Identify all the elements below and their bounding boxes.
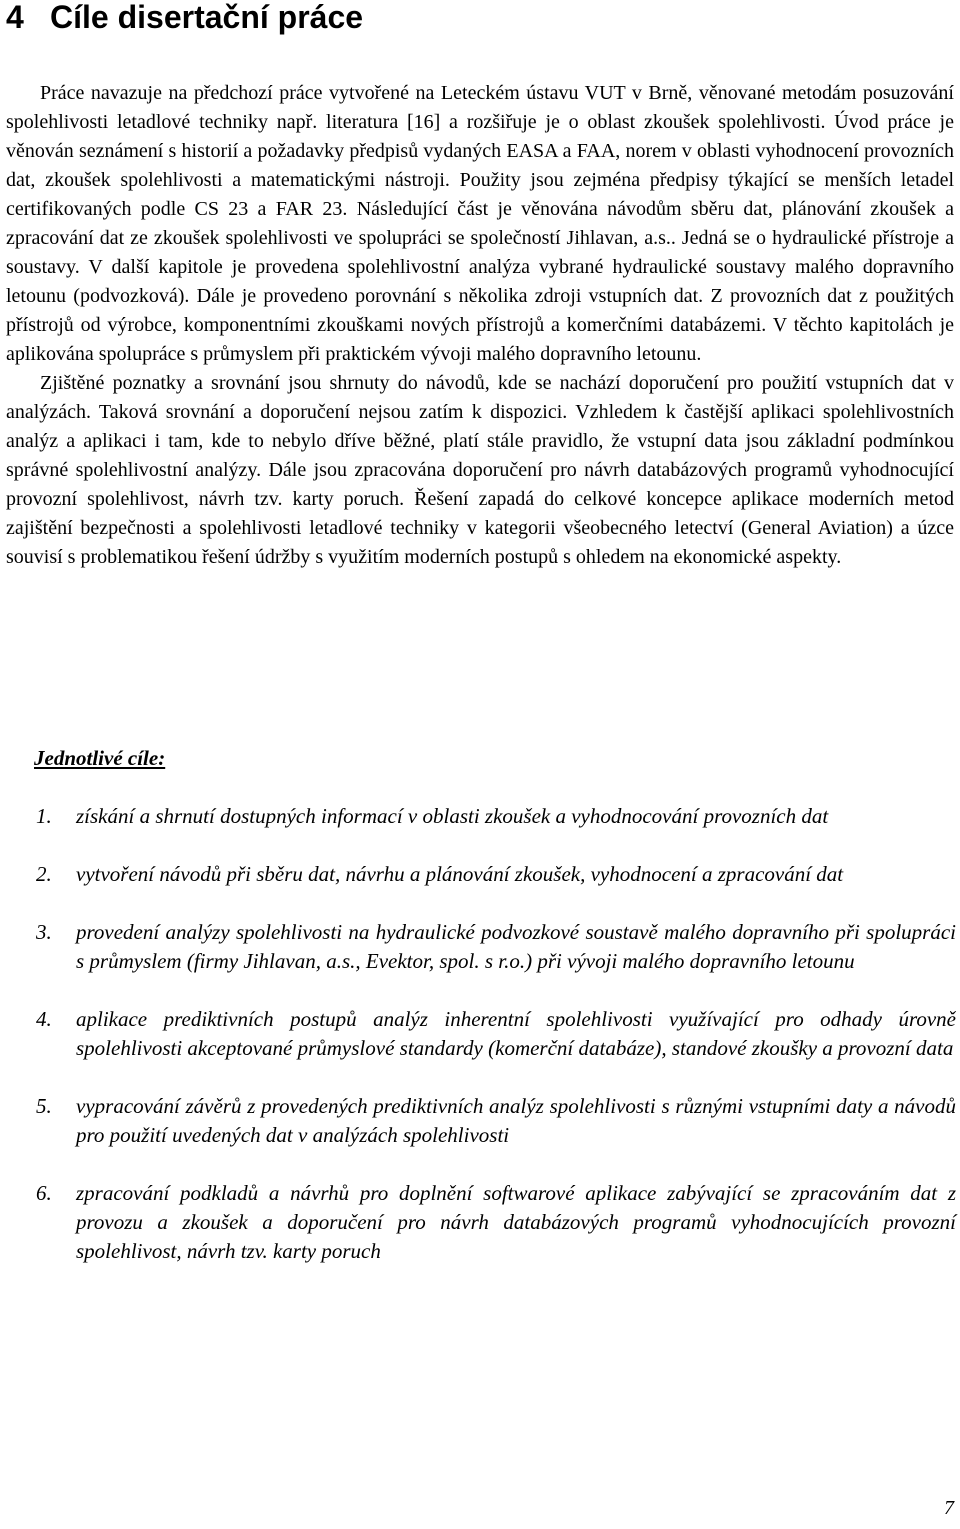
goal-text: vypracování závěrů z provedených prediktivních analýz spolehlivosti s různými vstupními daty a návodů pro použití uvedených dat v analýzách spolehlivosti — [76, 1094, 956, 1147]
goal-number: 5. — [36, 1094, 52, 1118]
paragraph-intro: Práce navazuje na předchozí práce vytvořené na Leteckém ústavu VUT v Brně, věnované metodám posuzování spolehlivosti letadlové techniky např. literatura [16] a rozšiřuje je o oblast zkoušek spolehlivosti. Úvod práce je věnován seznámení s historií a požadavky předpisů vydaných EASA a FAA, norem v oblasti vyhodnocení provozních dat, zkoušek spolehlivosti a matematickými nástroji. Použity jsou zejména předpisy týkající se menších letadel certifikovaných podle CS 23 a FAR 23. Následující část je věnována návodům sběru dat, plánování zkoušek a zpracování dat ze zkoušek spolehlivosti ve spolupráci se společností Jihlavan, a.s.. Jedná se o hydraulické přístroje a soustavy. V další kapitole je provedena spolehlivostní analýza vybrané hydraulické soustavy malého dopravního letounu (podvozková). Dále je provedeno porovnání s několika zdroji vstupních dat. Z provozních dat z použitých přístrojů od výrobce, komponentními zkouškami nových přístrojů a komerčními databázemi. V těchto kapitolách je aplikována spolupráce s průmyslem při praktickém vývoji malého dopravního letounu. — [6, 82, 954, 365]
page-number: 7 — [944, 1497, 954, 1519]
goal-item-4 — [0, 1005, 960, 1063]
goal-text: provedení analýzy spolehlivosti na hydraulické podvozkové soustavě malého dopravního při spolupráci s průmyslem (firmy Jihlavan, a.s., Evektor, spol. s r.o.) při vývoji malého dopravního letounu — [76, 920, 956, 973]
goals-heading: Jednotlivé cíle: — [34, 746, 166, 770]
goal-item-2 — [0, 860, 960, 889]
goal-text: aplikace prediktivních postupů analýz inherentní spolehlivosti využívající pro odhady úrovně spolehlivosti akceptované průmyslové standardy (komerční databáze), standové zkoušky a provozní data — [76, 1007, 956, 1060]
goal-text: získání a shrnutí dostupných informací v oblasti zkoušek a vyhodnocování provozních dat — [76, 804, 829, 828]
goal-item-3 — [0, 918, 960, 976]
goal-item-5 — [0, 1092, 960, 1150]
chapter-title: Cíle disertační práce — [50, 0, 364, 35]
body-text — [6, 79, 954, 572]
goal-number: 4. — [36, 1007, 52, 1031]
goal-number: 2. — [36, 862, 52, 886]
chapter-number: 4 — [6, 0, 24, 35]
goal-number: 1. — [36, 804, 52, 828]
goal-number: 6. — [36, 1181, 52, 1205]
goal-item-6 — [0, 1179, 960, 1266]
goal-item-1 — [0, 802, 960, 831]
goal-number: 3. — [36, 920, 52, 944]
paragraph-findings: Zjištěné poznatky a srovnání jsou shrnuty do návodů, kde se nachází doporučení pro použití vstupních dat v analýzách. Taková srovnání a doporučení nejsou zatím k dispozici. Vzhledem k častější aplikaci spolehlivostních analýz a aplikaci i tam, kde to nebylo dříve běžné, platí stále pravidlo, že vstupní data jsou základní podmínkou správné spolehlivostní analýzy. Dále jsou zpracována doporučení pro návrh databázových programů vyhodnocující provozní spolehlivost, návrh tzv. karty poruch. Řešení zapadá do celkové koncepce aplikace moderních metod zajištění bezpečnosti a spolehlivosti letadlové techniky v kategorii všeobecného letectví (General Aviation) a úzce souvisí s problematikou řešení údržby s využitím moderních postupů s ohledem na ekonomické aspekty. — [6, 372, 954, 568]
chapter-heading — [6, 0, 363, 40]
goal-text: vytvoření návodů při sběru dat, návrhu a plánování zkoušek, vyhodnocení a zpracování dat — [76, 862, 844, 886]
goal-text: zpracování podkladů a návrhů pro doplnění softwarové aplikace zabývající se zpracováním dat z provozu a zkoušek a doporučení pro návrh databázových programů vyhodnocujících provozní spolehlivost, návrh tzv. karty poruch — [76, 1181, 956, 1263]
goals-list — [0, 802, 960, 1295]
